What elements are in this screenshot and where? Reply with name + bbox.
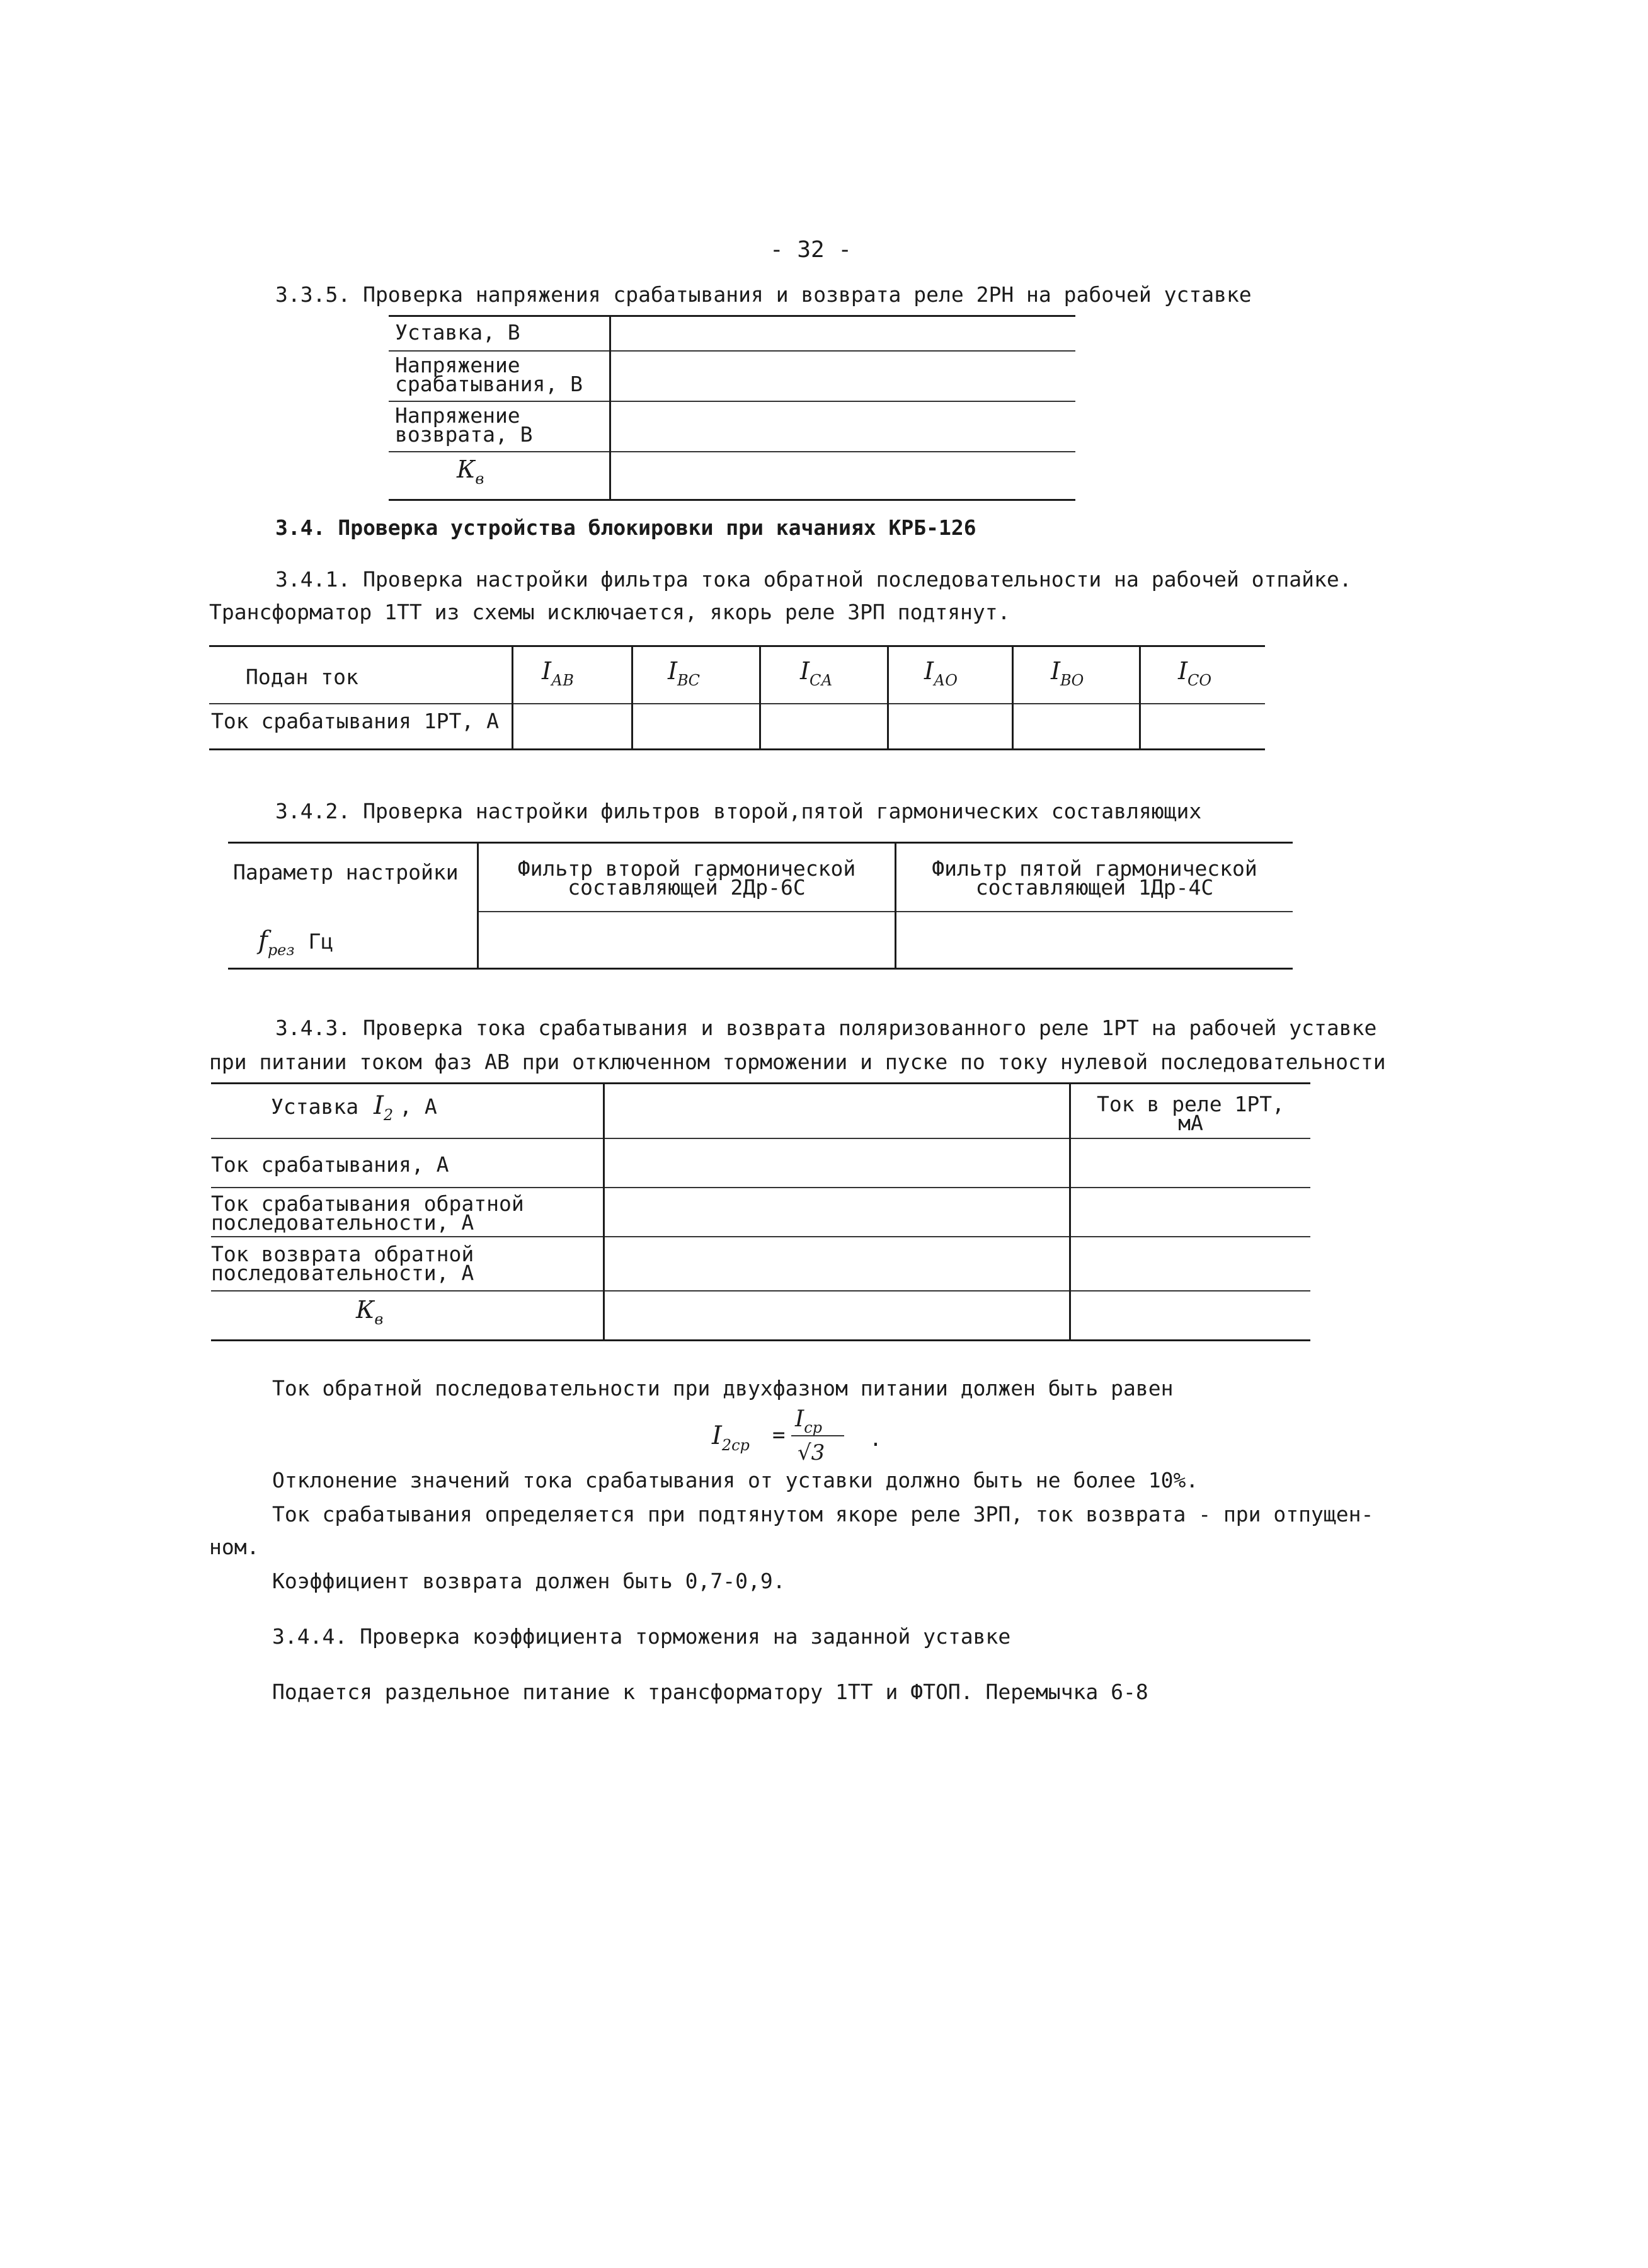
section-3-4-3-line1: 3.4.3. Проверка тока срабатывания и возврата поляризованного реле 1РТ на рабочей уставке bbox=[275, 1016, 1377, 1040]
setting-label: Уставка, В bbox=[395, 320, 520, 345]
current-b0-label: $I_{ВО}$ bbox=[1051, 657, 1084, 689]
current-c0-label: $I_{СО}$ bbox=[1178, 657, 1212, 689]
current-a0-label: $I_{АО}$ bbox=[924, 657, 958, 689]
setting-parameter-label: Параметр настройки bbox=[233, 860, 459, 885]
section-3-4-1-line1: 3.4.1. Проверка настройки фильтра тока обратной последовательности на рабочей отпайке. bbox=[275, 567, 1352, 592]
current-bc-label: $I_{ВС}$ bbox=[668, 657, 701, 689]
section-3-4-3-line2: при питании током фаз АВ при отключенном торможении и пуске по току нулевой последовательности bbox=[209, 1050, 1386, 1074]
section-3-4-4-heading: 3.4.4. Проверка коэффициента торможения на заданной уставке bbox=[272, 1624, 1011, 1649]
return-voltage-label: Напряжение возврата, В bbox=[395, 403, 533, 447]
setting-i2-label: Уставка $I_2$ , А bbox=[271, 1091, 437, 1124]
relay-current-label: Ток в реле 1РТ, мА bbox=[1096, 1092, 1285, 1135]
note-deviation: Отклонение значений тока срабатывания от уставки должно быть не более 10%. bbox=[272, 1468, 1199, 1492]
kv-symbol-2: $К_в$ bbox=[356, 1296, 384, 1328]
resonance-frequency-label: $f_{рез}$ Гц bbox=[258, 926, 334, 959]
fifth-harmonic-filter-label: Фильтр пятой гармонической составляющей 1Др-4С bbox=[932, 856, 1257, 900]
note-pickup-return-line2: ном. bbox=[209, 1535, 260, 1559]
section-3-3-5-heading: 3.3.5. Проверка напряжения срабатывания и возврата реле 2РН на рабочей уставке bbox=[275, 282, 1252, 307]
section-3-4-2-heading: 3.4.2. Проверка настройки фильтров второй,пятой гармонических составляющих bbox=[275, 799, 1202, 823]
pickup-current-row-label: Ток срабатывания, А bbox=[211, 1152, 449, 1177]
page-number: - 32 - bbox=[770, 237, 852, 263]
second-harmonic-filter-label: Фильтр второй гармонической составляющей 2Др-6С bbox=[517, 856, 856, 900]
pickup-voltage-label: Напряжение срабатывания, В bbox=[395, 353, 583, 396]
pickup-current-label: Ток срабатывания 1РТ, А bbox=[211, 709, 499, 733]
applied-current-label: Подан ток bbox=[246, 665, 358, 689]
section-3-4-heading: 3.4. Проверка устройства блокировки при качаниях КРБ-126 bbox=[275, 515, 976, 540]
final-instruction: Подается раздельное питание к трансформатору 1ТТ и ФТОП. Перемычка 6-8 bbox=[272, 1680, 1148, 1704]
note-return-coefficient: Коэффициент возврата должен быть 0,7-0,9. bbox=[272, 1569, 786, 1593]
note-pickup-return-line1: Ток срабатывания определяется при подтянутом якоре реле 3РП, ток возврата - при отпущен- bbox=[272, 1502, 1374, 1526]
pickup-negseq-current-label: Ток срабатывания обратной последовательности, А bbox=[211, 1191, 524, 1235]
current-ca-label: $I_{СА}$ bbox=[800, 657, 833, 689]
kv-symbol: $К_в$ bbox=[457, 455, 484, 488]
current-ab-label: $I_{АВ}$ bbox=[542, 657, 574, 689]
note-negseq-current: Ток обратной последовательности при двухфазном питании должен быть равен bbox=[272, 1376, 1174, 1400]
return-negseq-current-label: Ток возврата обратной последовательности, А bbox=[211, 1242, 474, 1285]
section-3-4-1-line2: Трансформатор 1ТТ из схемы исключается, якорь реле 3РП подтянут. bbox=[209, 600, 1010, 624]
